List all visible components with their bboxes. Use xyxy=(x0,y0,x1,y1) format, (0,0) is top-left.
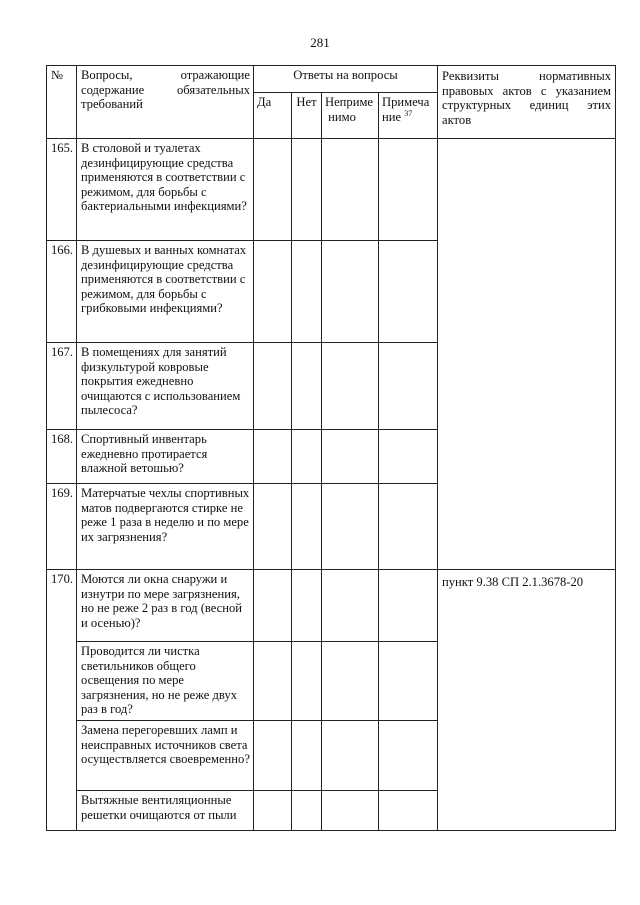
header-note: Примеча ние $^{37}$ xyxy=(379,93,438,139)
answer-note-cell[interactable] xyxy=(379,484,438,570)
answer-yes-cell[interactable] xyxy=(254,721,292,791)
answer-no-cell[interactable] xyxy=(292,721,322,791)
answer-na-cell[interactable] xyxy=(322,484,379,570)
answer-no-cell[interactable] xyxy=(292,570,322,642)
answer-note-cell[interactable] xyxy=(379,721,438,791)
header-no: Нет xyxy=(292,93,322,139)
answer-na-cell[interactable] xyxy=(322,642,379,721)
answer-yes-cell[interactable] xyxy=(254,642,292,721)
answer-na-cell[interactable] xyxy=(322,791,379,831)
header-answers: Ответы на вопросы xyxy=(254,66,438,93)
answer-na-cell[interactable] xyxy=(322,241,379,343)
requisites-cell: пункт 9.38 СП 2.1.3678-20 xyxy=(438,570,616,831)
answer-na-cell[interactable] xyxy=(322,139,379,241)
table-row: Проводится ли чистка светильников общего освещения по мере загрязнения, но не реже двух раз в год? xyxy=(47,642,616,721)
answer-yes-cell[interactable] xyxy=(254,791,292,831)
answer-yes-cell[interactable] xyxy=(254,241,292,343)
answer-no-cell[interactable] xyxy=(292,241,322,343)
answer-note-cell[interactable] xyxy=(379,570,438,642)
header-yes: Да xyxy=(254,93,292,139)
footnote-marker: 37 xyxy=(404,108,413,118)
answer-note-cell[interactable] xyxy=(379,343,438,430)
page-number: 281 xyxy=(310,35,330,50)
answer-yes-cell[interactable] xyxy=(254,430,292,484)
answer-yes-cell[interactable] xyxy=(254,343,292,430)
answer-no-cell[interactable] xyxy=(292,484,322,570)
table-row: 170. Моются ли окна снаружи и изнутри по мере загрязнения, но не реже 2 раз в год (весной и осенью)? пункт 9.38 СП 2.1.3678-20 xyxy=(47,570,616,642)
answer-yes-cell[interactable] xyxy=(254,570,292,642)
table-row: 167. В помещениях для занятий физкультурой ковровые покрытия ежедневно очищаются с использованием пылесоса? xyxy=(47,343,616,430)
answer-na-cell[interactable] xyxy=(322,430,379,484)
header-question: Вопросы, отражающие содержание обязательных требований xyxy=(77,66,254,139)
header-row-1 xyxy=(47,66,616,93)
requisites-cell-empty xyxy=(438,139,616,570)
answer-note-cell[interactable] xyxy=(379,642,438,721)
answer-no-cell[interactable] xyxy=(292,642,322,721)
answer-note-cell[interactable] xyxy=(379,430,438,484)
header-requisites: Реквизиты нормативных правовых актов с указанием структурных единиц этих актов xyxy=(438,66,616,139)
table-row: 168. Спортивный инвентарь ежедневно протирается влажной ветошью? xyxy=(47,430,616,484)
answer-no-cell[interactable] xyxy=(292,430,322,484)
answer-yes-cell[interactable] xyxy=(254,484,292,570)
answer-no-cell[interactable] xyxy=(292,791,322,831)
header-not-applicable: Неприме нимо xyxy=(322,93,379,139)
header-num: № xyxy=(47,66,77,139)
answer-na-cell[interactable] xyxy=(322,570,379,642)
checklist-table xyxy=(46,65,616,831)
answer-no-cell[interactable] xyxy=(292,139,322,241)
answer-note-cell[interactable] xyxy=(379,139,438,241)
answer-note-cell[interactable] xyxy=(379,241,438,343)
answer-na-cell[interactable] xyxy=(322,721,379,791)
table-row: Вытяжные вентиляционные решетки очищаются от пыли xyxy=(47,791,616,831)
table-row: 166. В душевых и ванных комнатах дезинфицирующие средства применяются в соответствии с режимом, для борьбы с грибковыми инфекциями? xyxy=(47,241,616,343)
table-row: 169. Матерчатые чехлы спортивных матов подвергаются стирке не реже 1 раза в неделю и по мере их загрязнения? xyxy=(47,484,616,570)
answer-yes-cell[interactable] xyxy=(254,139,292,241)
answer-na-cell[interactable] xyxy=(322,343,379,430)
table-row: 165. В столовой и туалетах дезинфицирующие средства применяются в соответствии с режимом, для борьбы с бактериальными инфекциями? xyxy=(47,139,616,241)
answer-note-cell[interactable] xyxy=(379,791,438,831)
answer-no-cell[interactable] xyxy=(292,343,322,430)
table-row: Замена перегоревших ламп и неисправных источников света осуществляется своевременно? xyxy=(47,721,616,791)
